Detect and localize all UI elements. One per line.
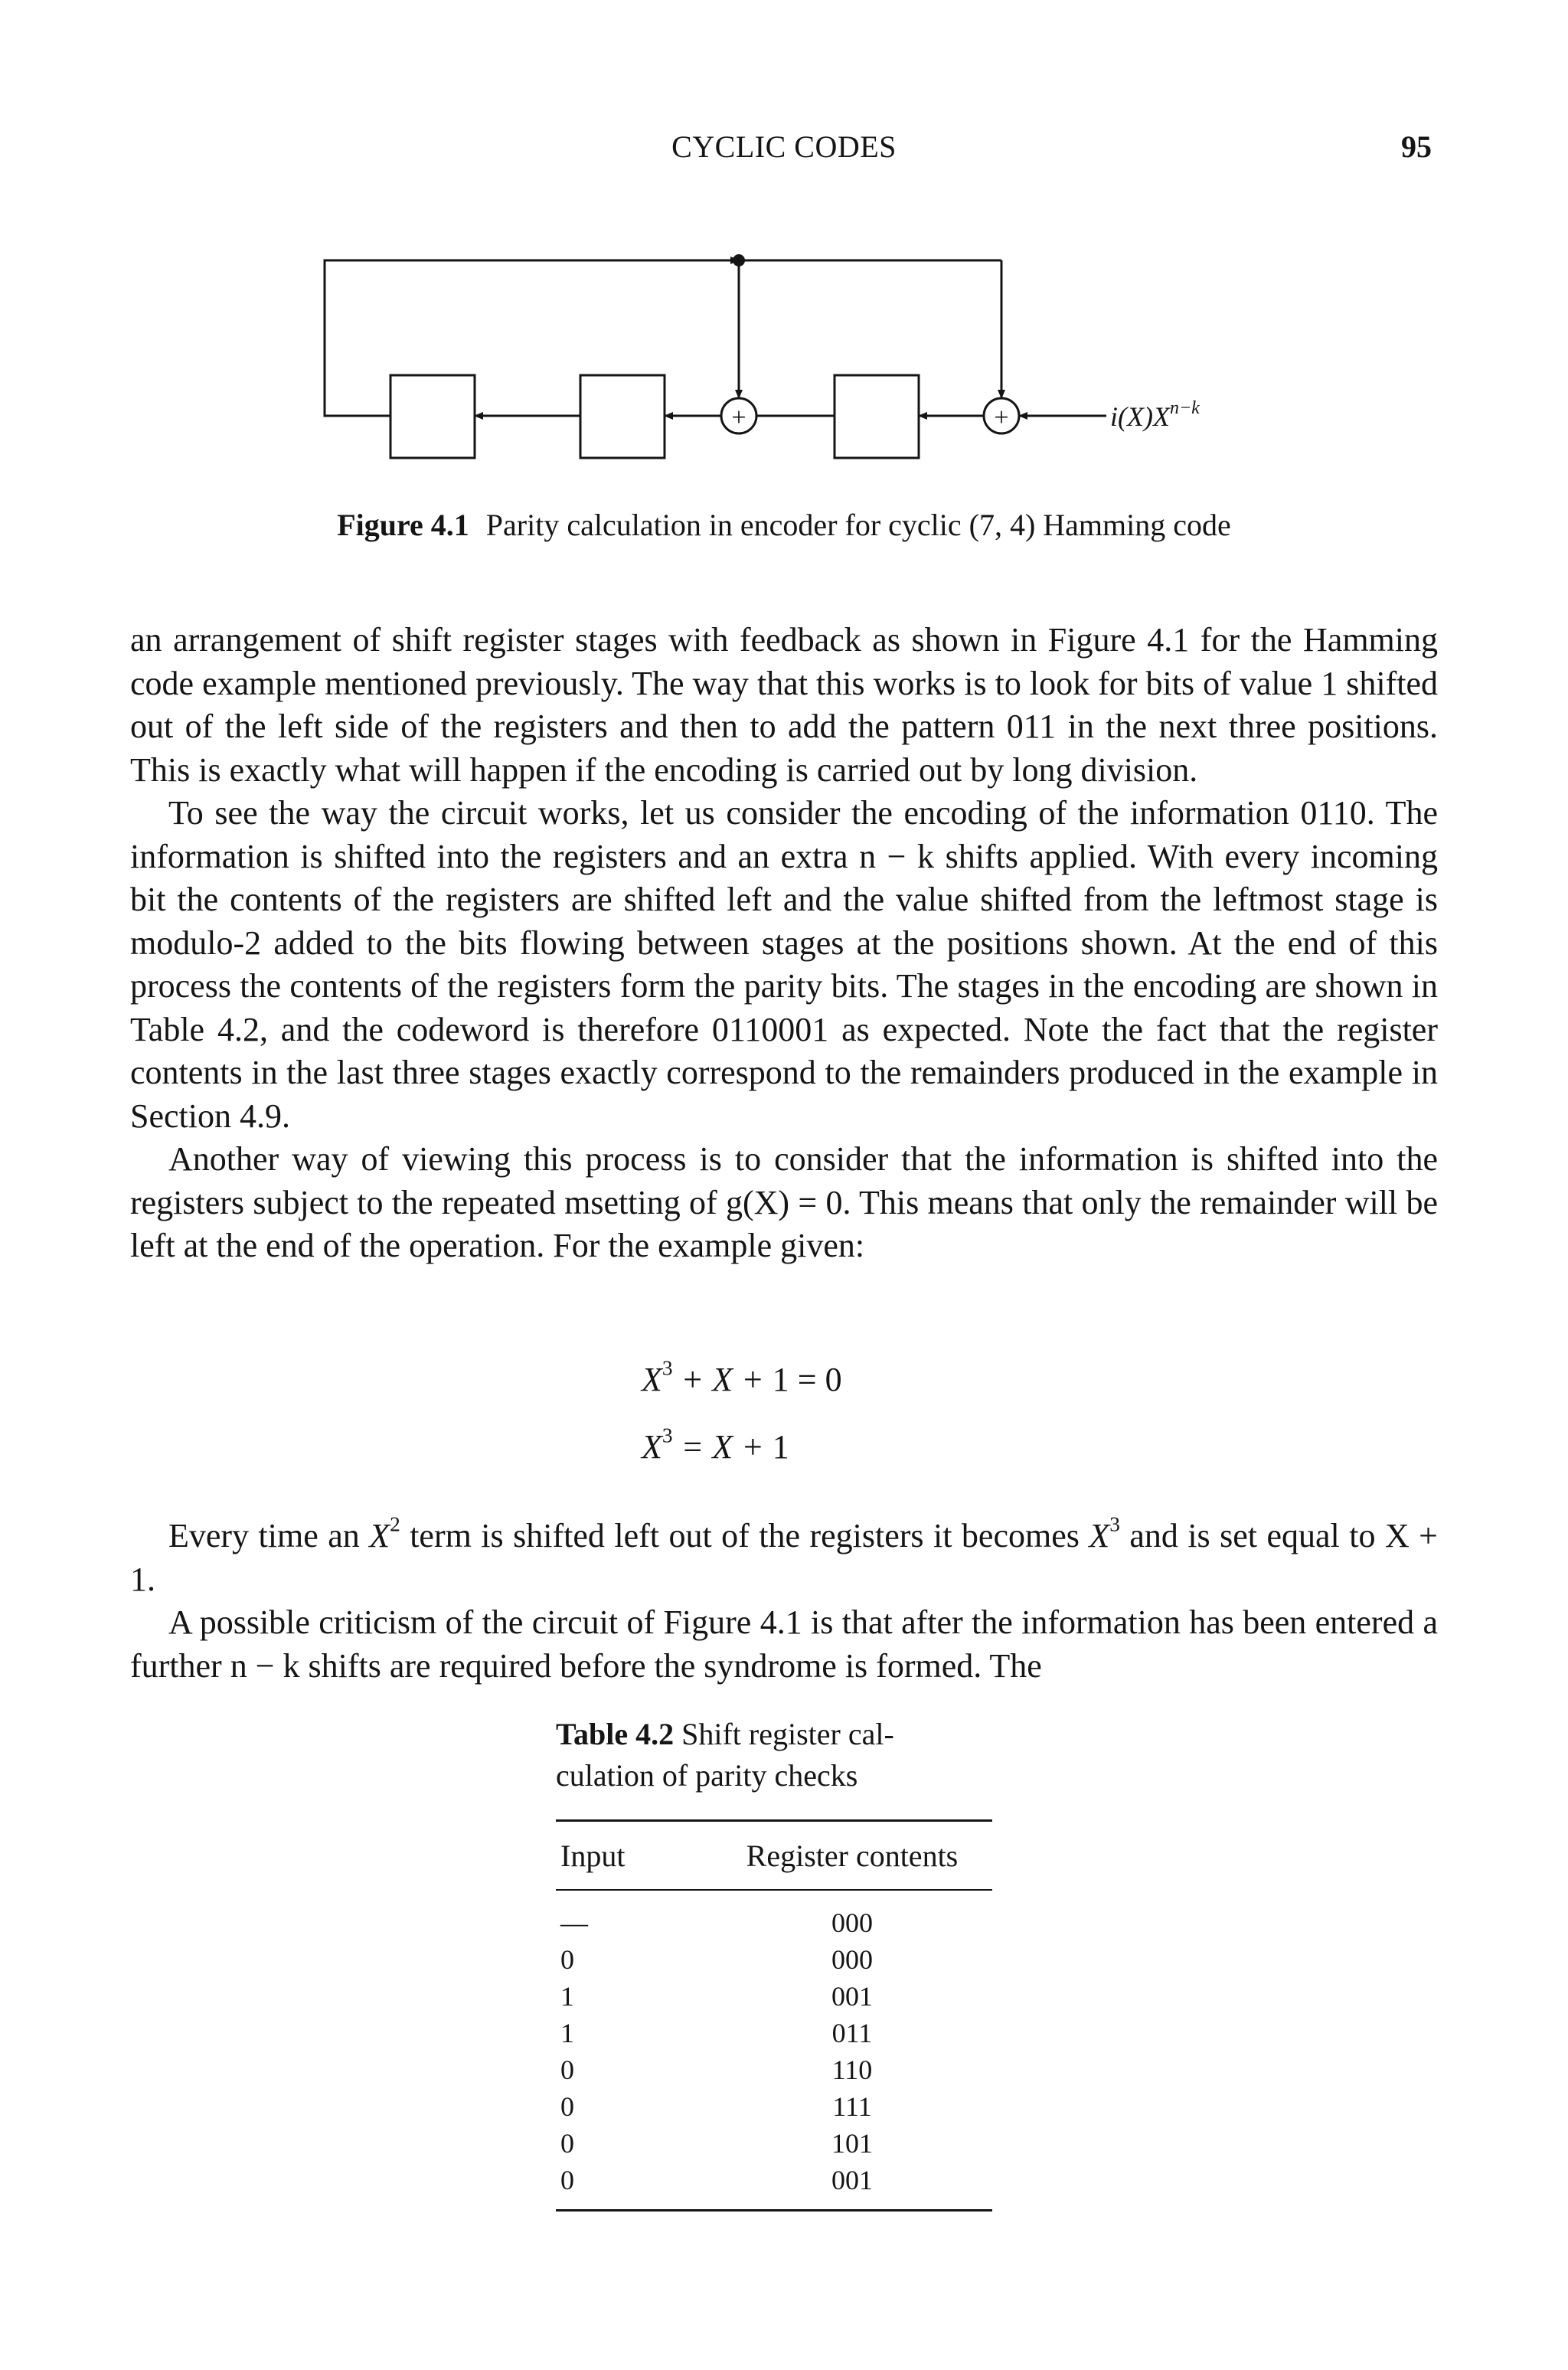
input-label: i(X)X — [1110, 401, 1170, 432]
table-row: 0 110 — [560, 2055, 873, 2085]
equation-1: $X^3 + X + 1 = 0$ — [642, 1356, 842, 1398]
junction-dot — [733, 254, 745, 266]
parity-table — [556, 1714, 992, 2211]
figure-caption — [0, 507, 1568, 543]
table-row: 0 001 — [560, 2165, 873, 2195]
register-stage-2 — [580, 375, 665, 458]
table-row: 1 011 — [560, 2018, 873, 2048]
page-number: 95 — [1401, 129, 1432, 164]
table-bottom-rule — [556, 2209, 992, 2211]
figure-caption-label: Figure 4.1 — [337, 508, 469, 542]
page-header — [0, 129, 1568, 175]
input-label-exponent: n−k — [1169, 398, 1200, 418]
table-header-row — [556, 1822, 992, 1889]
shift-register-diagram — [0, 230, 1568, 490]
table-row: 0 000 — [560, 1944, 873, 1975]
paragraph-2: To see the way the circuit works, let us consider the encoding of the information 0110. The information is shifted into the registers and an extra n − k shifts applied. With every incoming bit the contents of the registers are shifted left and the value shifted from the leftmost stage is modulo-2 added to the bits flowing between stages at the positions shown. At the end of this process the contents of the registers form the parity bits. The stages in the encoding are shown in Table 4.2, and the codeword is therefore 0110001 as expected. Note the fact that the register contents in the last three stages exactly correspond to the remainders produced in the example in Section 4.9. — [130, 794, 1438, 1135]
table-row: 0 101 — [560, 2128, 873, 2159]
adder-symbol-1: + — [731, 404, 746, 432]
table-row: 0 111 — [560, 2091, 872, 2122]
body-text-upper — [130, 619, 1438, 1268]
table-body — [556, 1891, 992, 2209]
figure-caption-text: Parity calculation in encoder for cyclic (7, 4) Hamming code — [485, 508, 1231, 542]
register-stage-1 — [390, 375, 475, 458]
body-text-lower — [130, 1512, 1438, 1688]
table-caption-label: Table 4.2 — [556, 1717, 675, 1751]
running-head: CYCLIC CODES — [671, 129, 897, 164]
table-caption: Table 4.2 Shift register cal- culation of parity checks — [556, 1717, 894, 1793]
table-row: — 000 — [560, 1907, 873, 1938]
svg-text:i(X)Xn−k — [1110, 398, 1200, 432]
register-stage-3 — [835, 375, 919, 458]
paragraph-4: Every time an $X^2$ term is shifted left out of the registers it becomes $X^3$ and is set equal to X + 1. — [130, 1512, 1438, 1598]
table-row: 1 001 — [560, 1981, 873, 2012]
paragraph-1: an arrangement of shift register stages with feedback as shown in Figure 4.1 for the Hamming code example mentioned previously. The way that this works is to look for bits of value 1 shifted out of the left side of the registers and then to add the pattern 011 in the next three positions. This is exactly what will happen if the encoding is carried out by long division. — [130, 621, 1438, 789]
paragraph-5: A possible criticism of the circuit of Figure 4.1 is that after the information has been entered a further n − k shifts are required before the syndrome is formed. The — [130, 1603, 1438, 1685]
feedback-wire-left — [325, 260, 739, 416]
paragraph-3: Another way of viewing this process is to consider that the information is shifted into the registers subject to the repeated msetting of g(X) = 0. This means that only the remainder will be left at the end of the operation. For the example given: — [130, 1140, 1438, 1264]
equation-2: $X^3 = X + 1$ — [642, 1424, 789, 1466]
header-input: Input — [560, 1838, 626, 1873]
equation-block — [642, 1346, 842, 1481]
adder-symbol-2: + — [994, 404, 1009, 432]
header-register-contents: Register contents — [746, 1838, 959, 1873]
